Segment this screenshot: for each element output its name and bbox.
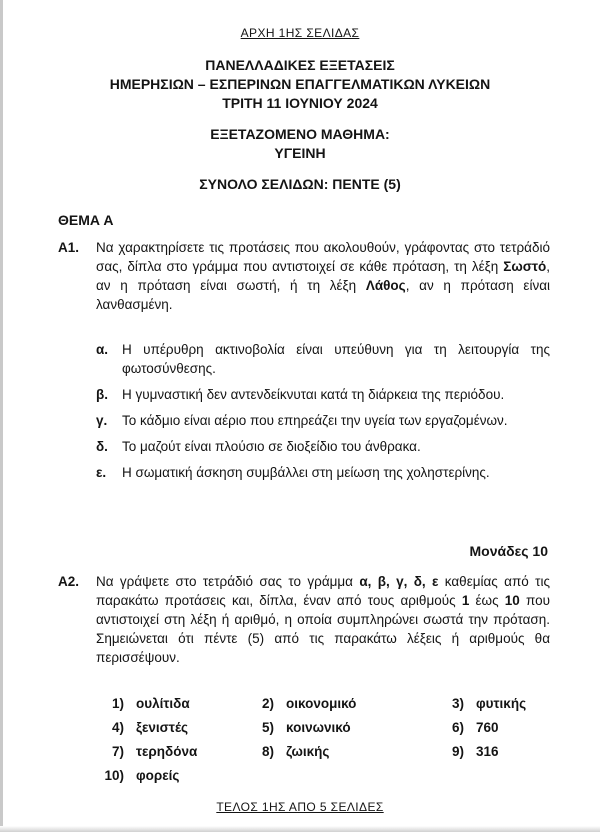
text-run: Να χαρακτηρίσετε τις προτάσεις που ακολουθούν, γράφοντας στο τετράδιό σας, δίπλα στο γράμμα που αντιστοιχεί σε κάθε πρόταση, τη λέξη [96, 240, 550, 274]
word-list [94, 696, 554, 792]
a1-statements [96, 340, 550, 489]
statement-text: Η υπέρυθρη ακτινοβολία είναι υπεύθυνη για τη λειτουργία της φωτοσύνθεσης. [122, 342, 550, 376]
text-run: Να γράψετε στο τετράδιό σας το γράμμα [96, 574, 360, 589]
word-row [94, 720, 554, 744]
subject-name: ΥΓΕΙΝΗ [274, 145, 326, 161]
statement-alpha [96, 340, 550, 378]
word-option [94, 720, 188, 735]
question-text [96, 572, 550, 667]
header-line-1: ΠΑΝΕΛΛΑΔΙΚΕΣ ΕΞΕΤΑΣΕΙΣ [205, 57, 395, 73]
statement-delta [96, 437, 550, 456]
word-option [434, 696, 526, 711]
exam-header [0, 56, 600, 163]
statement-letter: β. [96, 387, 108, 402]
statement-epsilon [96, 463, 550, 482]
option-number: 4) [111, 720, 124, 735]
question-a1 [58, 238, 550, 314]
option-word: φυτικής [476, 696, 527, 711]
statement-letter: δ. [96, 439, 108, 454]
statement-text: Το μαζούτ είναι πλούσιο σε διοξείδιο του άνθρακα. [122, 439, 421, 454]
word-row [94, 696, 554, 720]
option-number: 8) [261, 744, 274, 759]
option-number: 10) [104, 768, 124, 783]
bold-run: Λάθος [365, 278, 406, 293]
statement-text: Η γυμναστική δεν αντενδείκνυται κατά τη διάρκεια της περιόδου. [122, 387, 505, 402]
question-a2 [58, 572, 550, 667]
word-option [244, 696, 356, 711]
option-number: 5) [261, 720, 274, 735]
page-bottom-shadow [0, 826, 600, 832]
text-run: καθεμίας από τις παρακάτω προτάσεις και, δίπλα, έναν από τους αριθμούς [96, 574, 550, 608]
option-word: 316 [476, 744, 499, 759]
word-option [94, 696, 190, 711]
statement-text: Το κάδμιο είναι αέριο που επηρεάζει την υγεία των εργαζομένων. [122, 413, 508, 428]
option-word: ουλίτιδα [136, 696, 190, 711]
statement-beta [96, 385, 550, 404]
bold-run: 10 [504, 593, 520, 608]
text-run: , αν η πρόταση είναι σωστή, ή τη λέξη [96, 259, 550, 293]
marks-label: Μονάδες 10 [469, 543, 548, 559]
statement-letter: ε. [96, 465, 107, 480]
option-number: 7) [111, 744, 124, 759]
question-text [96, 238, 550, 314]
header-line-2: ΗΜΕΡΗΣΙΩΝ – ΕΣΠΕΡΙΝΩΝ ΕΠΑΓΓΕΛΜΑΤΙΚΩΝ ΛΥΚΕΙΩΝ [109, 76, 491, 92]
option-word: ζωικής [286, 744, 330, 759]
statement-letter: α. [96, 342, 109, 357]
option-word: 760 [476, 720, 499, 735]
option-number: 3) [451, 696, 464, 711]
total-pages: ΣΥΝΟΛΟ ΣΕΛΙΔΩΝ: ΠΕΝΤΕ (5) [199, 176, 401, 192]
option-number: 9) [451, 744, 464, 759]
bold-run: Σωστό [503, 259, 547, 274]
word-option [244, 720, 351, 735]
header-date: ΤΡΙΤΗ 11 ΙΟΥΝΙΟΥ 2024 [222, 95, 378, 111]
bold-run: α, β, γ, δ, ε [359, 574, 439, 589]
text-run: έως [469, 593, 505, 608]
page-start-marker: ΑΡΧΗ 1ΗΣ ΣΕΛΙΔΑΣ [240, 26, 360, 40]
option-word: τερηδόνα [136, 744, 198, 759]
statement-gamma [96, 411, 550, 430]
word-option [434, 744, 499, 759]
word-option [94, 768, 179, 783]
option-number: 6) [451, 720, 464, 735]
subject-label: ΕΞΕΤΑΖΟΜΕΝΟ ΜΑΘΗΜΑ: [210, 126, 390, 142]
bold-run: 1 [461, 593, 470, 608]
word-option [244, 744, 329, 759]
word-row [94, 744, 554, 768]
word-option [434, 720, 499, 735]
option-word: οικονομικό [286, 696, 357, 711]
word-row [94, 768, 554, 792]
header-spacer [0, 113, 600, 125]
text-run: που αντιστοιχεί στη λέξη ή αριθμό, η οποία συμπληρώνει σωστά την πρόταση. Σημειώνεται ότι πέντε (5) από τις παρακάτω λέξεις ή αριθμούς θα περισσέψουν. [96, 593, 550, 665]
section-title: ΘΕΜΑ Α [58, 212, 114, 228]
option-word: φορείς [136, 768, 180, 783]
question-number: Α2. [58, 574, 80, 589]
option-word: ξενιστές [136, 720, 189, 735]
statement-text: Η σωματική άσκηση συμβάλλει στη μείωση της χοληστερίνης. [122, 465, 490, 480]
question-number: Α1. [58, 240, 80, 255]
statement-letter: γ. [96, 413, 108, 428]
option-word: κοινωνικό [286, 720, 351, 735]
text-run: , αν η πρόταση είναι λανθασμένη. [96, 278, 550, 312]
option-number: 1) [111, 696, 124, 711]
option-number: 2) [261, 696, 274, 711]
word-option [94, 744, 197, 759]
page-end-marker: ΤΕΛΟΣ 1ΗΣ ΑΠΟ 5 ΣΕΛΙΔΕΣ [216, 800, 384, 814]
